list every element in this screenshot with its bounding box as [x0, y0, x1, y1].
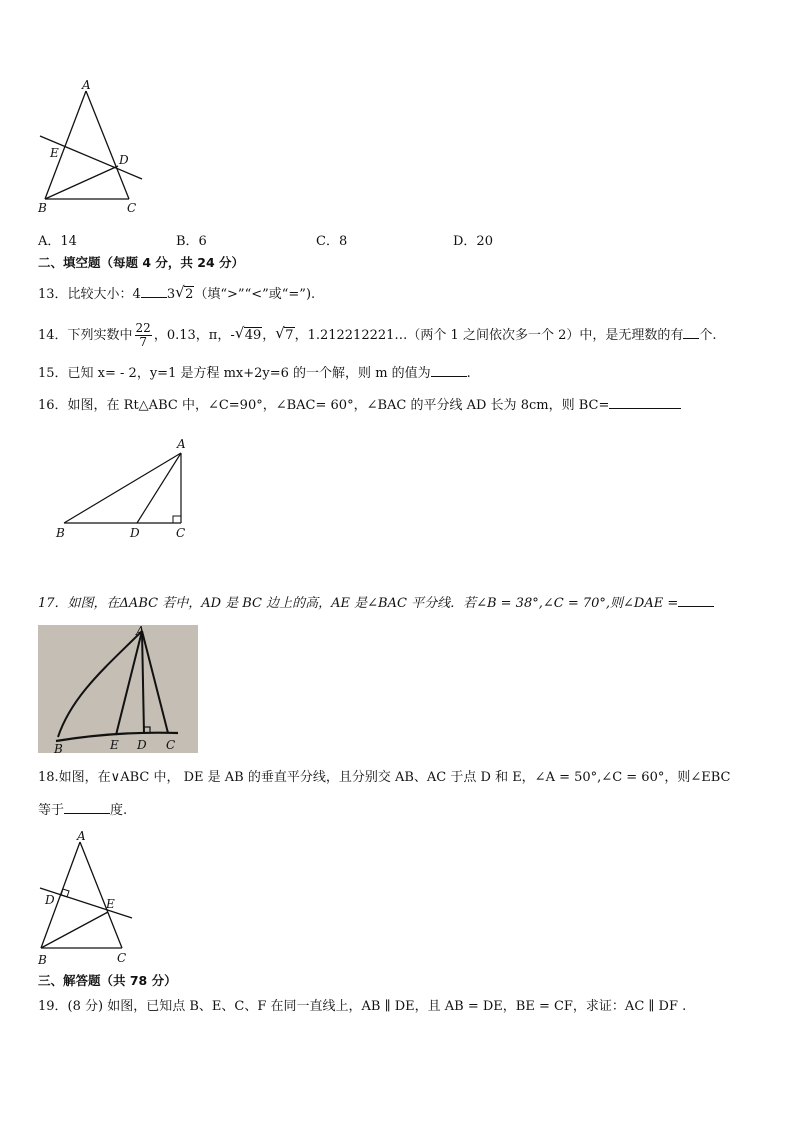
- label-c: C: [166, 738, 176, 752]
- label-d: D: [130, 526, 140, 540]
- label-a: A: [136, 625, 145, 638]
- section-fill-in-title: 二、填空题（每题 4 分，共 24 分）: [38, 255, 245, 270]
- label-a: A: [82, 78, 91, 92]
- label-b: B: [56, 526, 65, 540]
- question-13: 13．比较大小：4 3 √ 2（填“>”“<”或“=”).: [38, 283, 316, 302]
- question-14: 14．下列实数中 $\frac{22}{7}$ ，0.13，π，- √ 49， √ 7，1.212212221…（两个 1 之间依次多一个 2）中，是无理数的有 个.: [38, 321, 717, 349]
- label-d: D: [119, 153, 129, 167]
- label-c: C: [117, 951, 127, 965]
- figure-perpendicular-bisector: [30, 828, 150, 970]
- label-d: D: [137, 738, 147, 752]
- label-b: B: [54, 742, 63, 753]
- label-c: C: [176, 526, 186, 540]
- section-answer-title: 三、解答题（共 78 分）: [38, 973, 177, 988]
- figure-right-triangle: [50, 436, 200, 546]
- label-e: E: [50, 146, 59, 160]
- figure-triangle-top: [30, 78, 150, 218]
- label-b: B: [38, 201, 47, 215]
- label-e: E: [110, 738, 119, 752]
- question-15: 15．已知 x= - 2，y=1 是方程 mx+2y=6 的一个解，则 m 的值为 .: [38, 366, 471, 381]
- option-b: B．6: [176, 234, 207, 249]
- label-b: B: [38, 953, 47, 967]
- question-19: 19．(8 分) 如图，已知点 B、E、C、F 在同一直线上，AB ∥ DE，且 AB = DE，BE = CF，求证：AC ∥ DF .: [38, 999, 687, 1014]
- sqrt-7: √ 7: [275, 324, 294, 343]
- option-c: C．8: [316, 234, 348, 249]
- fraction-22-7: $\frac{22}{7}$: [135, 321, 151, 349]
- option-d: D．20: [453, 234, 493, 249]
- sqrt-2: √ 2: [175, 283, 194, 302]
- label-a: A: [177, 437, 186, 451]
- question-18-line-1: 18.如图，在∨ABC 中， DE 是 AB 的垂直平分线，且分别交 AB、AC 于点 D 和 E，∠A = 50°,∠C = 60°，则∠EBC: [38, 770, 731, 785]
- question-18-line-2: 等于 度.: [38, 803, 128, 818]
- label-c: C: [127, 201, 137, 215]
- figure-photo: [38, 625, 198, 753]
- sqrt-49: √ 49: [234, 324, 262, 343]
- option-a: A．14: [38, 234, 77, 249]
- question-16: 16．如图，在 Rt△ABC 中，∠C=90°，∠BAC= 60°，∠BAC 的平分线 AD 长为 8cm，则 BC=: [38, 396, 681, 415]
- question-17: 17．如图，在ΔABC 若中，AD 是 BC 边上的高，AE 是∠BAC 平分线．若∠B = 38°,∠C = 70°,则∠DAE =: [38, 594, 714, 613]
- label-e: E: [106, 897, 115, 911]
- label-d: D: [45, 893, 55, 907]
- label-a: A: [77, 829, 86, 843]
